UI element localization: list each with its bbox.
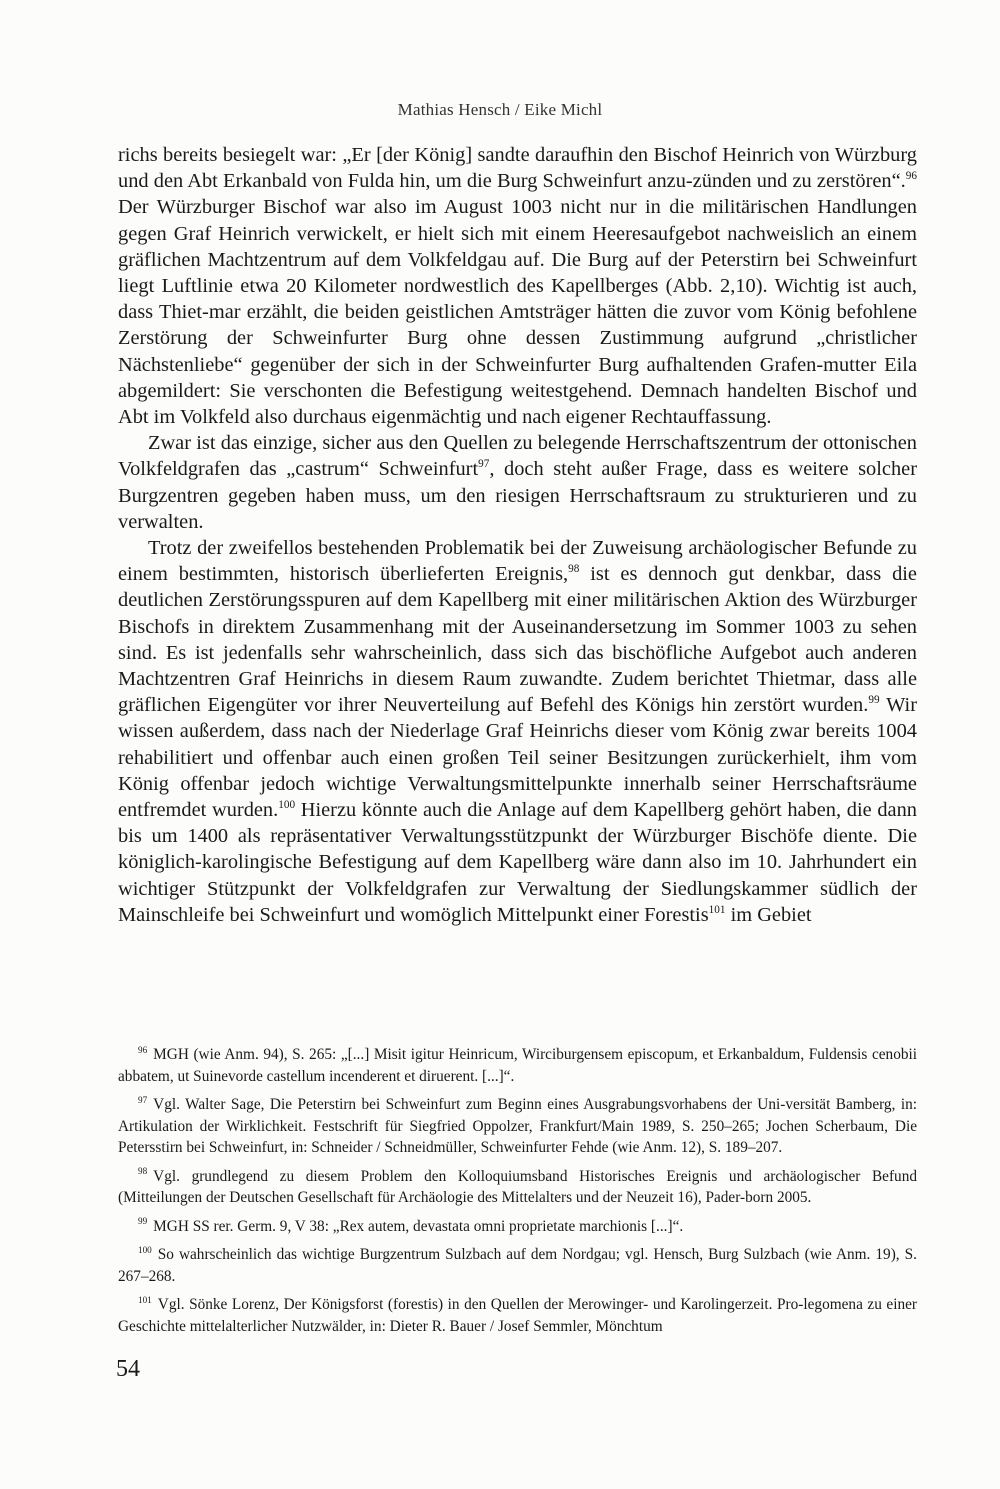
paragraph-text: richs bereits besiegelt war: „Er [der König] sandte daraufhin den Bischof Heinrich von Würzburg und den Abt Erkanbald von Fulda hin, um die Burg Schweinfurt anzu-zünden und zu zerstören“. bbox=[118, 144, 917, 193]
footnote bbox=[118, 1216, 917, 1238]
paragraph-text: , doch steht außer Frage, dass es weitere solcher Burgzentren gegeben haben muss, um den riesigen Herrschaftsraum zu strukturieren und zu verwalten. bbox=[118, 458, 917, 533]
paragraph bbox=[118, 535, 917, 928]
footnote bbox=[118, 1166, 917, 1209]
footnote-ref[interactable]: 99 bbox=[868, 694, 880, 707]
paragraph-text: Der Würzburger Bischof war also im August 1003 nicht nur in die militärischen Handlungen gegen Graf Heinrich verwickelt, er hielt sich mit einem Heeresaufgebot nachweislich an einem gräflichen Machtzentrum auf dem Volkfeldgau auf. Die Burg auf der Peterstirn bei Schweinfurt liegt Luftlinie etwa 20 Kilometer nordwestlich des Kapellberges (Abb. 2,10). Wichtig ist auch, dass Thiet-mar erzählt, die beiden geistlichen Amtsträger hätten die zuvor vom König befohlene Zerstörung der Schweinfurter Burg ohne dessen Zustimmung aufgrund „christlicher Nächstenliebe“ gegenüber der sich in der Schweinfurter Burg aufhaltenden Grafen-mutter Eila abgemildert: Sie verschonten die Befestigung weitestgehend. Demnach handelten Bischof und Abt im Volkfeld also durchaus eigenmächtig und nach eigener Rechtauffassung. bbox=[118, 196, 917, 429]
footnote-number: 100 bbox=[138, 1244, 152, 1255]
footnote-ref[interactable]: 97 bbox=[478, 458, 490, 471]
footnote-number: 99 bbox=[138, 1216, 148, 1227]
main-text bbox=[118, 142, 917, 928]
paragraph-text: Hierzu könnte auch die Anlage auf dem Kapellberg gehört haben, die dann bis um 1400 als repräsentativer Verwaltungsstützpunkt der Würzburger Bischöfe diente. Die königlich-karolingische Befestigung auf dem Kapellberg wäre dann also im 10. Jahrhundert ein wichtiger Stützpunkt der Volkfeldgrafen zur Verwaltung der Siedlungskammer südlich der Mainschleife bei Schweinfurt und womöglich Mittelpunkt einer Forestis bbox=[118, 799, 917, 926]
running-head: Mathias Hensch / Eike Michl bbox=[397, 100, 603, 119]
footnote bbox=[118, 1294, 917, 1337]
footnote-text: So wahrscheinlich das wichtige Burgzentrum Sulzbach auf dem Nordgau; vgl. Hensch, Burg Sulzbach (wie Anm. 19), S. 267–268. bbox=[118, 1246, 917, 1285]
footnote-text: MGH SS rer. Germ. 9, V 38: „Rex autem, devastata omni proprietate marchionis [...]“. bbox=[153, 1217, 684, 1235]
footnote bbox=[118, 1244, 917, 1287]
paragraph-text: Trotz der zweifellos bestehenden Problematik bei der Zuweisung archäologischer Befunde zu einem bestimmten, historisch überlieferten Ereignis, bbox=[118, 537, 917, 586]
footnote-ref[interactable]: 100 bbox=[278, 799, 296, 812]
footnote-number: 96 bbox=[138, 1044, 148, 1055]
footnote bbox=[118, 1094, 917, 1159]
footnote-ref[interactable]: 98 bbox=[568, 563, 580, 576]
footnote-text: Vgl. grundlegend zu diesem Problem den Kolloquiumsband Historisches Ereignis und archäologischer Befund (Mitteilungen der Deutschen Gesellschaft für Archäologie des Mittelalters und der Neuzeit 16), Pader-born 2005. bbox=[118, 1167, 917, 1206]
footnote-ref[interactable]: 96 bbox=[905, 170, 917, 183]
page-number: 54 bbox=[116, 1356, 140, 1382]
footnote bbox=[118, 1044, 917, 1087]
paragraph-text: Zwar ist das einzige, sicher aus den Quellen zu belegende Herrschaftszentrum der ottonischen Volkfeldgrafen das „castrum“ Schweinfurt bbox=[118, 432, 917, 481]
footnote-number: 101 bbox=[138, 1294, 152, 1305]
footnotes bbox=[118, 1044, 917, 1344]
footnote-number: 98 bbox=[138, 1166, 148, 1177]
footnote-number: 97 bbox=[138, 1094, 148, 1105]
footnote-text: Vgl. Walter Sage, Die Peterstirn bei Schweinfurt zum Beginn eines Ausgrabungsvorhabens der Uni-versität Bamberg, in: Artikulation der Wirklichkeit. Festschrift für Siegfried Oppolzer, Frankfurt/Main 1989, S. 250–265; Jochen Scherbaum, Die Petersstirn bei Schweinfurt, in: Schneider / Schneidmüller, Schweinfurter Fehde (wie Anm. 12), S. 189–207. bbox=[118, 1096, 917, 1156]
paragraph bbox=[118, 430, 917, 535]
paragraph-text: ist es dennoch gut denkbar, dass die deutlichen Zerstörungsspuren auf dem Kapellberg mit einer militärischen Aktion des Würzburger Bischofs in direktem Zusammenhang mit der Auseinandersetzung im Sommer 1003 zu sehen sind. Es ist jedenfalls sehr wahrscheinlich, dass sich das bischöfliche Aufgebot auch anderen Machtzentren Graf Heinrichs in diesem Raum zuwandte. Zudem berichtet Thietmar, dass alle gräflichen Eigengüter vor ihrer Neuverteilung auf Befehl des Königs hin zerstört wurden. bbox=[118, 563, 917, 717]
paragraph-text: im Gebiet bbox=[725, 903, 812, 926]
footnote-ref[interactable]: 101 bbox=[708, 904, 726, 917]
paragraph bbox=[118, 142, 917, 430]
paragraph-text: Wir wissen außerdem, dass nach der Niederlage Graf Heinrichs dieser vom König zwar bereits 1004 rehabilitiert und offenbar auch einen großen Teil seiner Besitzungen zurückerhielt, ihm vom König offenbar jedoch wichtige Verwaltungsmittelpunkte innerhalb seiner Herrschaftsräume entfremdet wurden. bbox=[118, 694, 917, 822]
footnote-text: MGH (wie Anm. 94), S. 265: „[...] Misit igitur Heinricum, Wirciburgensem episcopum, et Erkanbaldum, Fuldensis cenobii abbatem, ut Suinevorde castellum incenderent et diruerent. [...]“. bbox=[118, 1046, 917, 1085]
footnote-text: Vgl. Sönke Lorenz, Der Königsforst (forestis) in den Quellen der Merowinger- und Karolingerzeit. Pro-legomena zu einer Geschichte mittelalterlicher Nutzwälder, in: Dieter R. Bauer / Josef Semmler, Mönchtum bbox=[118, 1296, 917, 1335]
